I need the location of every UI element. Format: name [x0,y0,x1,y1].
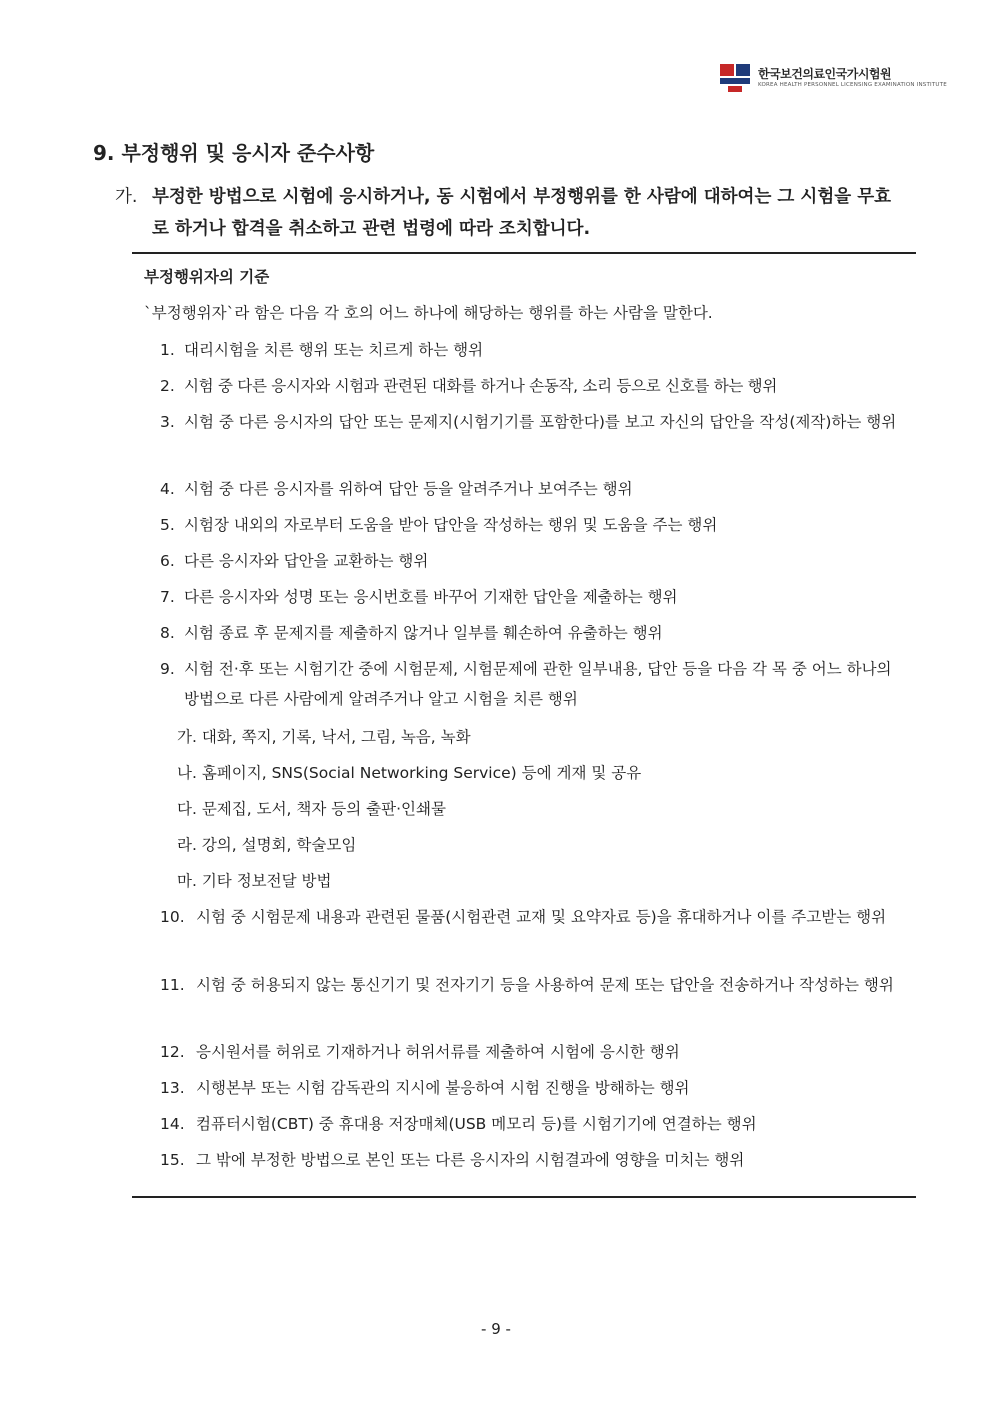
list-item [160,1145,908,1175]
item-number: 14. [160,1115,185,1133]
list-item [160,654,908,714]
lead-paragraph [115,181,905,245]
list-item [160,510,908,540]
list-item [160,335,908,365]
logo-mark-icon [720,62,752,94]
list-item [160,902,908,932]
sub-item: 가. 대화, 쪽지, 기록, 낙서, 그림, 녹음, 녹화 [177,728,471,746]
item-number: 5. [160,516,175,534]
box-intro: `부정행위자`라 함은 다음 각 호의 어느 하나에 해당하는 행위를 하는 사람을 말한다. [144,304,713,322]
item-number: 1. [160,341,175,359]
list-item [160,407,908,437]
page-number: - 9 - [481,1320,511,1338]
box-top-rule [132,252,916,254]
item-number: 12. [160,1043,185,1061]
list-item [160,970,908,1000]
lead-text: 부정한 방법으로 시험에 응시하거나, 동 시험에서 부정행위를 한 사람에 대하여는 그 시험을 무효로 하거나 합격을 취소하고 관련 법령에 따라 조치합니다. [152,187,892,239]
item-number: 13. [160,1079,185,1097]
item-number: 7. [160,588,175,606]
org-name-ko: 한국보건의료인국가시험원 [758,67,892,81]
section-title: 9. 부정행위 및 응시자 준수사항 [93,141,375,165]
list-item [160,1037,908,1067]
box-title: 부정행위자의 기준 [144,268,270,286]
item-number: 3. [160,413,175,431]
item-number: 4. [160,480,175,498]
item-number: 15. [160,1151,185,1169]
item-text: 대리시험을 치른 행위 또는 치르게 하는 행위 [184,341,484,359]
org-name-en: KOREA HEALTH PERSONNEL LICENSING EXAMINATION INSTITUTE [758,82,947,88]
item-number: 2. [160,377,175,395]
institute-logo [720,62,947,94]
list-item [160,546,908,576]
item-text: 응시원서를 허위로 기재하거나 허위서류를 제출하여 시험에 응시한 행위 [196,1043,680,1061]
item-text: 시행본부 또는 시험 감독관의 지시에 불응하여 시험 진행을 방해하는 행위 [196,1079,690,1097]
sub-item: 나. 홈페이지, SNS(Social Networking Service) 등에 게재 및 공유 [177,764,642,782]
item-number: 9. [160,660,175,678]
item-text: 시험 중 다른 응시자의 답안 또는 문제지(시험기기를 포함한다)를 보고 자신의 답안을 작성(제작)하는 행위 [184,413,897,431]
item-number: 6. [160,552,175,570]
list-item [160,1073,908,1103]
list-item [160,582,908,612]
item-number: 10. [160,908,185,926]
list-item [160,474,908,504]
list-item [160,1109,908,1139]
lead-marker: 가. [115,187,138,207]
box-bottom-rule [132,1196,916,1198]
item-text: 시험 중 시험문제 내용과 관련된 물품(시험관련 교재 및 요약자료 등)을 휴대하거나 이를 주고받는 행위 [196,908,887,926]
item-text: 시험 중 허용되지 않는 통신기기 및 전자기기 등을 사용하여 문제 또는 답안을 전송하거나 작성하는 행위 [196,976,894,994]
item-text: 다른 응시자와 성명 또는 응시번호를 바꾸어 기재한 답안을 제출하는 행위 [184,588,678,606]
item-text: 다른 응시자와 답안을 교환하는 행위 [184,552,429,570]
item-number: 11. [160,976,185,994]
item-number: 8. [160,624,175,642]
item-text: 시험 중 다른 응시자를 위하여 답안 등을 알려주거나 보여주는 행위 [184,480,633,498]
item-text: 시험 종료 후 문제지를 제출하지 않거나 일부를 훼손하여 유출하는 행위 [184,624,663,642]
list-item [160,371,908,401]
item-text: 컴퓨터시험(CBT) 중 휴대용 저장매체(USB 메모리 등)를 시험기기에 연결하는 행위 [196,1115,757,1133]
list-item [160,618,908,648]
item-text: 시험장 내외의 자로부터 도움을 받아 답안을 작성하는 행위 및 도움을 주는 행위 [184,516,718,534]
item-text: 시험 전·후 또는 시험기간 중에 시험문제, 시험문제에 관한 일부내용, 답안 등을 다음 각 목 중 어느 하나의 방법으로 다른 사람에게 알려주거나 알고 시험을 치른 행위 [184,660,892,708]
item-text: 시험 중 다른 응시자와 시험과 관련된 대화를 하거나 손동작, 소리 등으로 신호를 하는 행위 [184,377,778,395]
item-text: 그 밖에 부정한 방법으로 본인 또는 다른 응시자의 시험결과에 영향을 미치는 행위 [196,1151,745,1169]
sub-item: 라. 강의, 설명회, 학술모임 [177,836,357,854]
sub-item: 다. 문제집, 도서, 책자 등의 출판·인쇄물 [177,800,446,818]
sub-item: 마. 기타 정보전달 방법 [177,872,332,890]
